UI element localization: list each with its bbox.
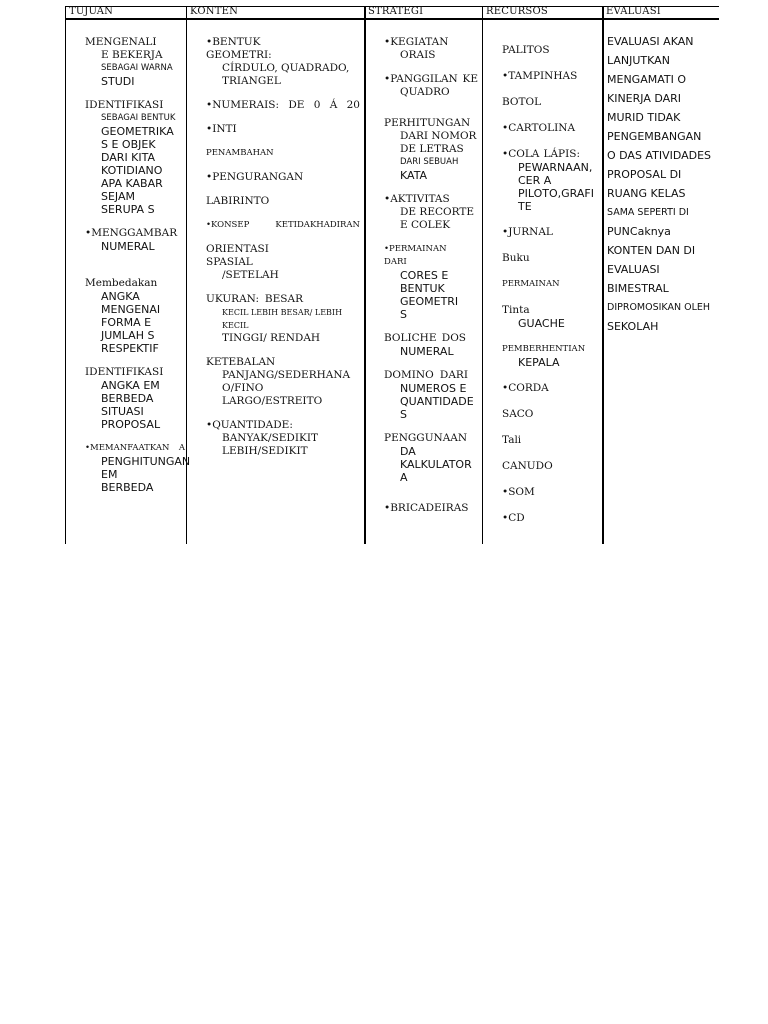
- entry-heading: UKURAN: BESAR: [206, 293, 303, 305]
- list-item: [85, 277, 186, 355]
- entry-small-line: SEBAGAI WARNA: [101, 63, 173, 73]
- list-item: [502, 434, 602, 447]
- entry-subline: BANYAK/SEDIKIT LEBIH/SEDIKIT: [222, 432, 318, 457]
- entry-heading: •JURNAL: [502, 226, 553, 238]
- entry-heading: IDENTIFIKASI: [85, 366, 164, 378]
- entry-text: CORES E BENTUK GEOMETRI S: [400, 269, 459, 321]
- entry-heading: •KONSEP KETIDAKHADIRAN: [206, 220, 360, 230]
- list-item: [206, 356, 360, 408]
- header-konten: KONTEN: [190, 6, 239, 17]
- list-item: [502, 122, 602, 135]
- entry-heading: •MEMANFAATKAN A: [85, 443, 185, 453]
- entry-subline: E BEKERJA: [101, 49, 163, 61]
- list-item: [502, 343, 602, 369]
- list-item: [85, 36, 186, 88]
- list-item: [206, 293, 360, 345]
- list-item: [502, 252, 602, 265]
- list-item: [206, 171, 360, 184]
- evaluasi-line: PENGEMBANGAN: [607, 130, 702, 143]
- evaluasi-line: MURID TIDAK: [607, 111, 681, 124]
- header-strategi: STRATEGI: [368, 6, 424, 17]
- tujuan-list: [85, 36, 191, 505]
- entry-text: PEWARNAAN, CER A PILOTO,GRAFI TE: [518, 161, 594, 213]
- recursos-list: [502, 44, 602, 538]
- list-item: [85, 227, 186, 253]
- list-item: [502, 96, 602, 109]
- entry-heading: PERMAINAN: [502, 279, 560, 289]
- entry-text: KATA: [400, 169, 428, 182]
- list-item: [502, 460, 602, 473]
- entry-subline: TINGGI/ RENDAH: [222, 332, 321, 344]
- list-item: [384, 117, 478, 182]
- list-item: [85, 442, 191, 494]
- evaluasi-line: KINERJA DARI: [607, 92, 682, 105]
- entry-heading: •PERMAINAN DARI: [384, 244, 447, 267]
- list-item: [85, 99, 186, 216]
- list-item: [384, 73, 478, 99]
- list-item: [384, 502, 478, 515]
- list-item: [206, 419, 360, 458]
- entry-text: NUMERAL: [101, 240, 155, 253]
- list-item: [384, 332, 478, 358]
- column-konten: [186, 6, 364, 544]
- evaluasi-line: MENGAMATI O: [607, 73, 686, 86]
- entry-heading: •MENGGAMBAR: [85, 227, 178, 239]
- entry-subline: PANJANG/SEDERHANA O/FINO LARGO/ESTREITO: [222, 369, 351, 407]
- evaluasi-line: BIMESTRAL: [607, 282, 669, 295]
- entry-text: KEPALA: [518, 356, 560, 369]
- list-item: [206, 36, 360, 88]
- entry-text: STUDI: [101, 75, 135, 88]
- strategi-list: [384, 36, 478, 526]
- entry-heading: IDENTIFIKASI: [85, 99, 164, 111]
- column-evaluasi: [602, 6, 719, 544]
- evaluasi-line: SEKOLAH: [607, 320, 659, 333]
- entry-heading: •SOM: [502, 486, 535, 498]
- entry-text: ANGKA MENGENAI FORMA E JUMLAH S RESPEKTIF: [101, 290, 161, 355]
- entry-heading: PENGGUNAAN: [384, 432, 468, 444]
- entry-subline: DARI NOMOR DE LETRAS: [400, 130, 477, 155]
- list-item: [384, 243, 478, 321]
- entry-heading: LABIRINTO: [206, 195, 270, 207]
- entry-heading: CANUDO: [502, 460, 553, 472]
- list-item: [502, 408, 602, 421]
- entry-heading: •CD: [502, 512, 525, 524]
- entry-heading: SACO: [502, 408, 534, 420]
- evaluasi-line: EVALUASI AKAN: [607, 35, 694, 48]
- entry-heading: •CARTOLINA: [502, 122, 576, 134]
- list-item: [502, 278, 602, 291]
- list-item: [384, 193, 478, 232]
- evaluasi-line: O DAS ATIVIDADES: [607, 149, 712, 162]
- entry-heading: Membedakan: [85, 277, 158, 289]
- entry-text: GEOMETRIKA S E OBJEK DARI KITA KOTIDIANO APA KABAR SEJAM SERUPA S: [101, 125, 174, 216]
- header-recursos: RECURSOS: [486, 6, 548, 17]
- entry-small-line: SEBAGAI BENTUK: [101, 113, 176, 123]
- list-item: [502, 148, 602, 213]
- list-item: [384, 36, 478, 62]
- header-tujuan: TUJUAN: [69, 6, 114, 17]
- evaluasi-text: [607, 32, 719, 336]
- entry-small-line: KECIL LEBIH BESAR/ LEBIH KECIL: [222, 308, 343, 330]
- evaluasi-line: DIPROMOSIKAN OLEH: [607, 302, 711, 313]
- entry-text: PENGHITUNGAN EM BERBEDA: [101, 455, 191, 494]
- entry-heading: •BRICADEIRAS: [384, 502, 469, 514]
- entry-heading: PALITOS: [502, 44, 550, 56]
- list-item: [502, 44, 602, 57]
- entry-subline: CÍRDULO, QUADRADO, TRIANGEL: [222, 62, 350, 87]
- column-recursos: [482, 6, 602, 544]
- entry-heading: •QUANTIDADE:: [206, 419, 293, 431]
- evaluasi-line: PROPOSAL DI: [607, 168, 682, 181]
- entry-heading: Tali: [502, 434, 522, 446]
- entry-heading: Buku: [502, 252, 530, 264]
- list-item: [502, 486, 602, 499]
- column-tujuan: [65, 6, 191, 544]
- evaluasi-line: LANJUTKAN: [607, 54, 670, 67]
- evaluasi-line: SAMA SEPERTI DI: [607, 207, 689, 218]
- list-item: [206, 195, 360, 208]
- entry-subline: DE RECORTE E COLEK: [400, 206, 475, 231]
- header-evaluasi: EVALUASI: [606, 6, 661, 17]
- list-item: [502, 304, 602, 330]
- entry-heading: BOTOL: [502, 96, 542, 108]
- list-item: [206, 147, 360, 160]
- planning-table: [65, 6, 719, 544]
- entry-text: GUACHE: [518, 317, 565, 330]
- entry-heading: BOLICHE DOS: [384, 332, 466, 344]
- list-item: [206, 219, 360, 232]
- entry-heading: •PENGURANGAN: [206, 171, 304, 183]
- list-item: [85, 366, 186, 431]
- entry-subline: QUADRO: [400, 86, 450, 98]
- entry-heading: DOMINO DARI: [384, 369, 468, 381]
- list-item: [384, 369, 478, 421]
- entry-text: NUMERAL: [400, 345, 454, 358]
- entry-heading: PENAMBAHAN: [206, 148, 274, 158]
- evaluasi-line: KONTEN DAN DI: [607, 244, 696, 257]
- entry-heading: •TAMPINHAS: [502, 70, 578, 82]
- entry-heading: •BENTUK GEOMETRI:: [206, 36, 272, 61]
- entry-heading: PEMBERHENTIAN: [502, 344, 586, 354]
- entry-heading: KETEBALAN: [206, 356, 276, 368]
- entry-heading: •KEGIATAN: [384, 36, 449, 48]
- entry-heading: •CORDA: [502, 382, 549, 394]
- entry-heading: •INTI: [206, 123, 237, 135]
- list-item: [502, 70, 602, 83]
- list-item: [206, 243, 360, 282]
- list-item: [502, 382, 602, 395]
- evaluasi-line: EVALUASI: [607, 263, 660, 276]
- konten-list: [206, 36, 360, 469]
- entry-heading: MENGENALI: [85, 36, 157, 48]
- entry-subline: ORAIS: [400, 49, 436, 61]
- list-item: [206, 99, 360, 112]
- entry-heading: ORIENTASI SPASIAL: [206, 243, 269, 268]
- list-item: [502, 512, 602, 525]
- entry-text: ANGKA EM BERBEDA SITUASI PROPOSAL: [101, 379, 161, 431]
- list-item: [206, 123, 360, 136]
- entry-subline: /SETELAH: [222, 269, 279, 281]
- list-item: [502, 226, 602, 239]
- entry-heading: •PANGGILAN KE: [384, 73, 478, 85]
- list-item: [384, 432, 478, 484]
- entry-heading: Tinta: [502, 304, 530, 316]
- evaluasi-line: RUANG KELAS: [607, 187, 686, 200]
- entry-heading: •NUMERAIS: DE 0 Á 20: [206, 99, 360, 111]
- entry-heading: •AKTIVITAS: [384, 193, 450, 205]
- column-strategi: [364, 6, 482, 544]
- evaluasi-line: PUNCaknya: [607, 225, 671, 238]
- entry-heading: •COLA LÁPIS:: [502, 148, 580, 160]
- entry-text: NUMEROS E QUANTIDADE S: [400, 382, 474, 421]
- entry-text: DA KALKULATOR A: [400, 445, 472, 484]
- entry-small-line: DARI SEBUAH: [400, 157, 459, 167]
- entry-heading: PERHITUNGAN: [384, 117, 471, 129]
